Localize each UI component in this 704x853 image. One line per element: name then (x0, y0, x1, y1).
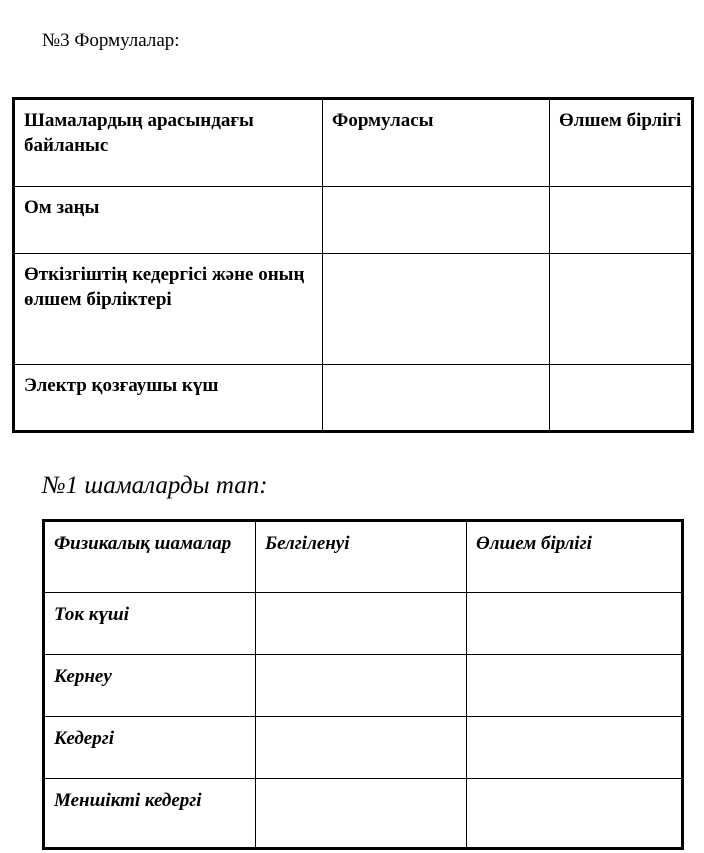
table-row (14, 254, 693, 365)
empty-cell (467, 779, 683, 849)
header-cell: Белгіленуі (256, 521, 467, 593)
table-row (14, 187, 693, 254)
table-row (44, 655, 683, 717)
empty-cell (256, 717, 467, 779)
header-cell: Физикалық шамалар (44, 521, 256, 593)
empty-cell (550, 365, 693, 432)
header-cell: Өлшем бірлігі (467, 521, 683, 593)
header-cell: Өлшем бірлігі (550, 99, 693, 187)
empty-cell (323, 187, 550, 254)
table-row (44, 593, 683, 655)
row-label: Ток күші (44, 593, 256, 655)
header-cell: Формуласы (323, 99, 550, 187)
row-label: Кернеу (44, 655, 256, 717)
empty-cell (256, 655, 467, 717)
empty-cell (550, 254, 693, 365)
empty-cell (467, 717, 683, 779)
section1-title: №1 шамаларды тап: (42, 472, 268, 499)
table-row (14, 365, 693, 432)
empty-cell (256, 779, 467, 849)
empty-cell (467, 593, 683, 655)
table-row (44, 779, 683, 849)
empty-cell (467, 655, 683, 717)
empty-cell (323, 365, 550, 432)
table-header-row (14, 99, 693, 187)
empty-cell (550, 187, 693, 254)
header-cell: Шамалардың арасындағы байланыс (14, 99, 323, 187)
row-label: Электр қозғаушы күш (14, 365, 323, 432)
row-label: Меншікті кедергі (44, 779, 256, 849)
row-label: Ом заңы (14, 187, 323, 254)
row-label: Кедергі (44, 717, 256, 779)
section3-title: №3 Формулалар: (42, 30, 180, 51)
empty-cell (256, 593, 467, 655)
table-header-row (44, 521, 683, 593)
empty-cell (323, 254, 550, 365)
quantities-table (42, 519, 684, 850)
formulas-table (12, 97, 694, 433)
table-row (44, 717, 683, 779)
row-label: Өткізгіштің кедергісі және оның өлшем бірліктері (14, 254, 323, 365)
